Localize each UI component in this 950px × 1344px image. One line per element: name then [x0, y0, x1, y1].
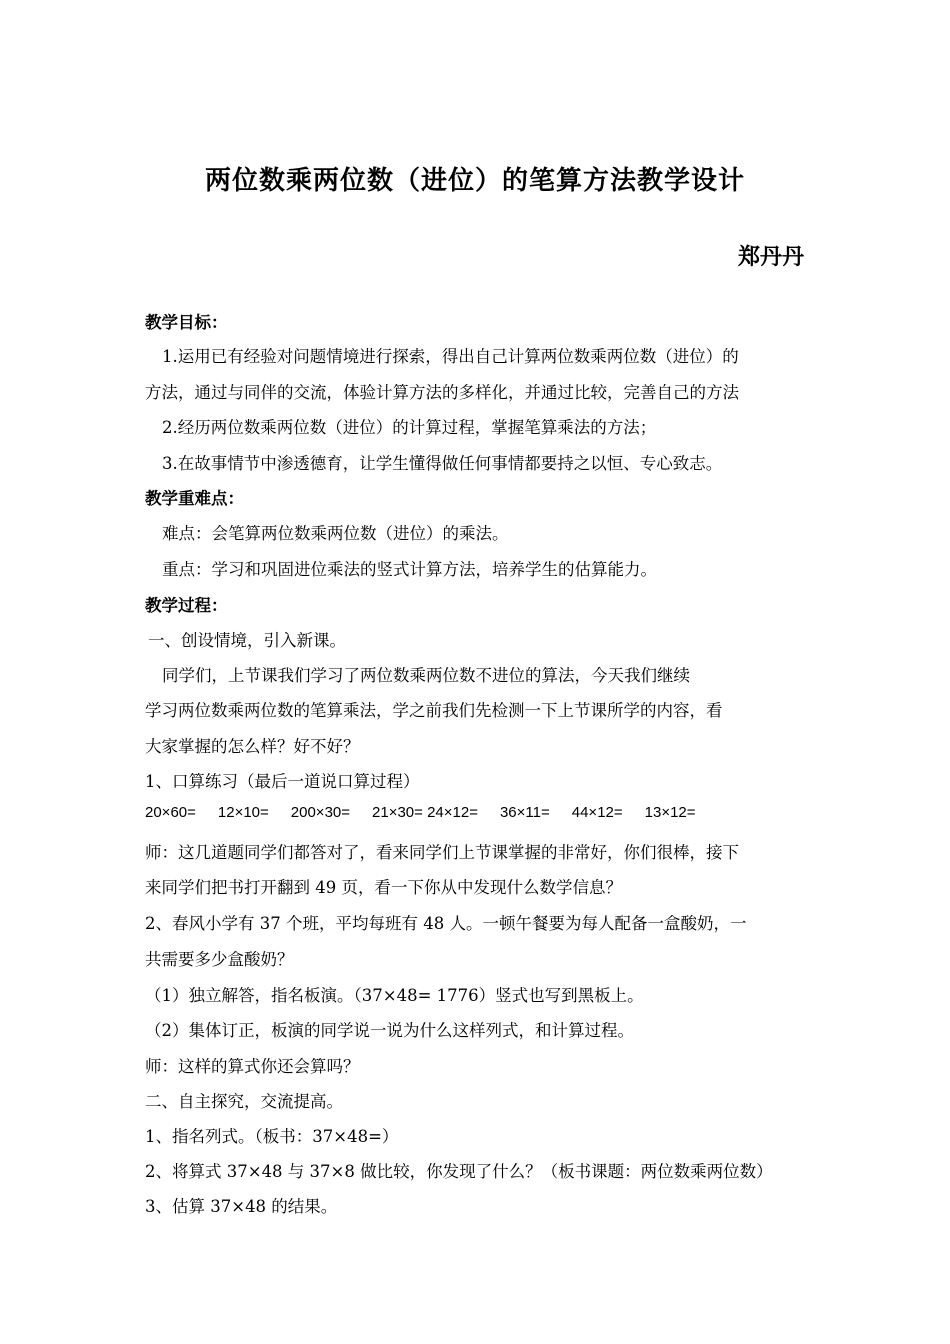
document-title: 两位数乘两位数（进位）的笔算方法教学设计	[204, 166, 745, 196]
goal-1-line-2: 方法，通过与同伴的交流，体验计算方法的多样化，并通过比较，完善自己的方法	[145, 383, 739, 402]
teacher-remark-1-line-2: 来同学们把书打开翻到 49 页，看一下你从中发现什么数学信息？	[145, 878, 622, 897]
goal-1-line-1: 1.运用已有经验对问题情境进行探索，得出自己计算两位数乘两位数（进位）的	[162, 347, 739, 366]
teacher-remark-1-line-1: 师：这几道题同学们都答对了，看来同学们上节课掌握的非常好，你们很棒，接下	[145, 843, 739, 862]
section-2-item-1: 1、指名列式。（板书：37×48=）	[145, 1127, 399, 1146]
author-name: 郑丹丹	[737, 244, 804, 270]
exercise-item: 200×30=	[290, 804, 351, 821]
goal-3: 3.在故事情节中渗透德育，让学生懂得做任何事情都要持之以恒、专心致志。	[162, 454, 723, 473]
section-2-item-2: 2、将算式 37×48 与 37×8 做比较，你发现了什么？（板书课题：两位数乘两位数）	[145, 1162, 773, 1181]
difficulty-text: 难点：会笔算两位数乘两位数（进位）的乘法。	[162, 524, 509, 543]
intro-line-1: 同学们，上节课我们学习了两位数乘两位数不进位的算法，今天我们继续	[162, 666, 690, 685]
exercise-item: 44×12=	[571, 804, 623, 821]
process-heading: 教学过程：	[145, 596, 228, 615]
section-1-heading: 一、创设情境，引入新课。	[148, 631, 346, 650]
teacher-remark-2: 师：这样的算式你还会算吗？	[145, 1057, 360, 1076]
goals-heading: 教学目标：	[145, 313, 228, 332]
intro-line-3: 大家掌握的怎么样？好不好？	[145, 737, 360, 756]
intro-line-2: 学习两位数乘两位数的笔算乘法，学之前我们先检测一下上节课所学的内容，看	[145, 701, 723, 720]
exercise-item: 36×11=	[499, 804, 550, 821]
goal-2: 2.经历两位数乘两位数（进位）的计算过程，掌握笔算乘法的方法；	[162, 418, 657, 437]
section-2-item-3: 3、估算 37×48 的结果。	[145, 1197, 338, 1216]
exercise-item: 12×10=	[217, 804, 269, 821]
exercise-item: 20×60=	[145, 804, 196, 821]
section-2-heading: 二、自主探究，交流提高。	[145, 1092, 343, 1111]
word-problem-line-2: 共需要多少盒酸奶？	[145, 950, 294, 969]
keypoint-text: 重点：学习和巩固进位乘法的竖式计算方法，培养学生的估算能力。	[162, 560, 657, 579]
step-2: （2）集体订正，板演的同学说一说为什么这样列式，和计算过程。	[145, 1021, 634, 1040]
exercise-item: 21×30= 24×12=	[372, 804, 478, 821]
exercise-list	[145, 804, 810, 821]
word-problem-line-1: 2、春风小学有 37 个班，平均每班有 48 人。一顿午餐要为每人配备一盒酸奶，一	[145, 914, 747, 933]
key-points-heading: 教学重难点：	[145, 489, 244, 508]
oral-practice-heading: 1、口算练习（最后一道说口算过程）	[145, 772, 420, 791]
step-1: （1）独立解答，指名板演。（37×48= 1776）竖式也写到黑板上。	[145, 986, 644, 1005]
exercise-item: 13×12=	[644, 804, 696, 821]
